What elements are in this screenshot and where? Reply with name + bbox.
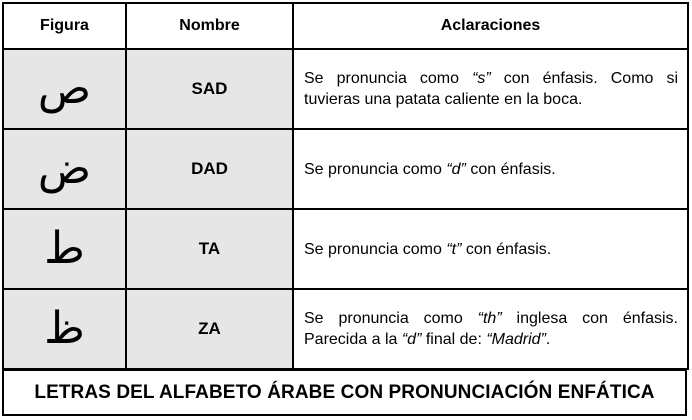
table-row bbox=[3, 49, 688, 129]
letter-description bbox=[293, 129, 688, 209]
desc-text: . bbox=[545, 331, 551, 348]
desc-text: Se pronuncia como bbox=[304, 160, 447, 178]
letter-description bbox=[293, 209, 688, 289]
arabic-letter-za: ظ bbox=[3, 289, 126, 369]
letter-name: SAD bbox=[126, 49, 293, 129]
desc-emphasis: “d” bbox=[401, 331, 422, 348]
header-nombre: Nombre bbox=[126, 3, 293, 49]
arabic-letter-ta: ط bbox=[3, 209, 126, 289]
arabic-letter-sad: ص bbox=[3, 49, 126, 129]
emphatic-letters-table bbox=[2, 2, 689, 370]
table-header-row bbox=[3, 3, 688, 49]
table-row bbox=[3, 289, 688, 369]
desc-text: final de: bbox=[421, 331, 487, 348]
letter-name: ZA bbox=[126, 289, 293, 369]
table-caption: LETRAS DEL ALFABETO ÁRABE CON PRONUNCIACIÓN ENFÁTICA bbox=[2, 368, 687, 416]
arabic-letter-dad: ض bbox=[3, 129, 126, 209]
desc-emphasis: “s” bbox=[472, 70, 491, 87]
desc-emphasis: “th” bbox=[477, 310, 502, 327]
desc-text: Se pronuncia como bbox=[304, 240, 447, 258]
header-aclaraciones: Aclaraciones bbox=[293, 3, 688, 49]
desc-text: con énfasis. Como si tuvieras una patata caliente en la boca. bbox=[304, 70, 679, 108]
table-row bbox=[3, 129, 688, 209]
header-figura: Figura bbox=[3, 3, 126, 49]
desc-emphasis: “t” bbox=[446, 240, 462, 258]
desc-text: Se pronuncia como bbox=[304, 310, 478, 327]
letter-description bbox=[293, 49, 688, 129]
desc-emphasis: “Madrid” bbox=[486, 331, 546, 348]
desc-text: Se pronuncia como bbox=[304, 70, 473, 87]
letter-description bbox=[293, 289, 688, 369]
letter-name: DAD bbox=[126, 129, 293, 209]
letter-name: TA bbox=[126, 209, 293, 289]
desc-emphasis: “d” bbox=[446, 160, 466, 178]
table-row bbox=[3, 209, 688, 289]
desc-text: con énfasis. bbox=[461, 240, 552, 258]
desc-text: inglesa con énfasis. Parecida a la bbox=[304, 310, 678, 348]
desc-text: con énfasis. bbox=[465, 160, 556, 178]
